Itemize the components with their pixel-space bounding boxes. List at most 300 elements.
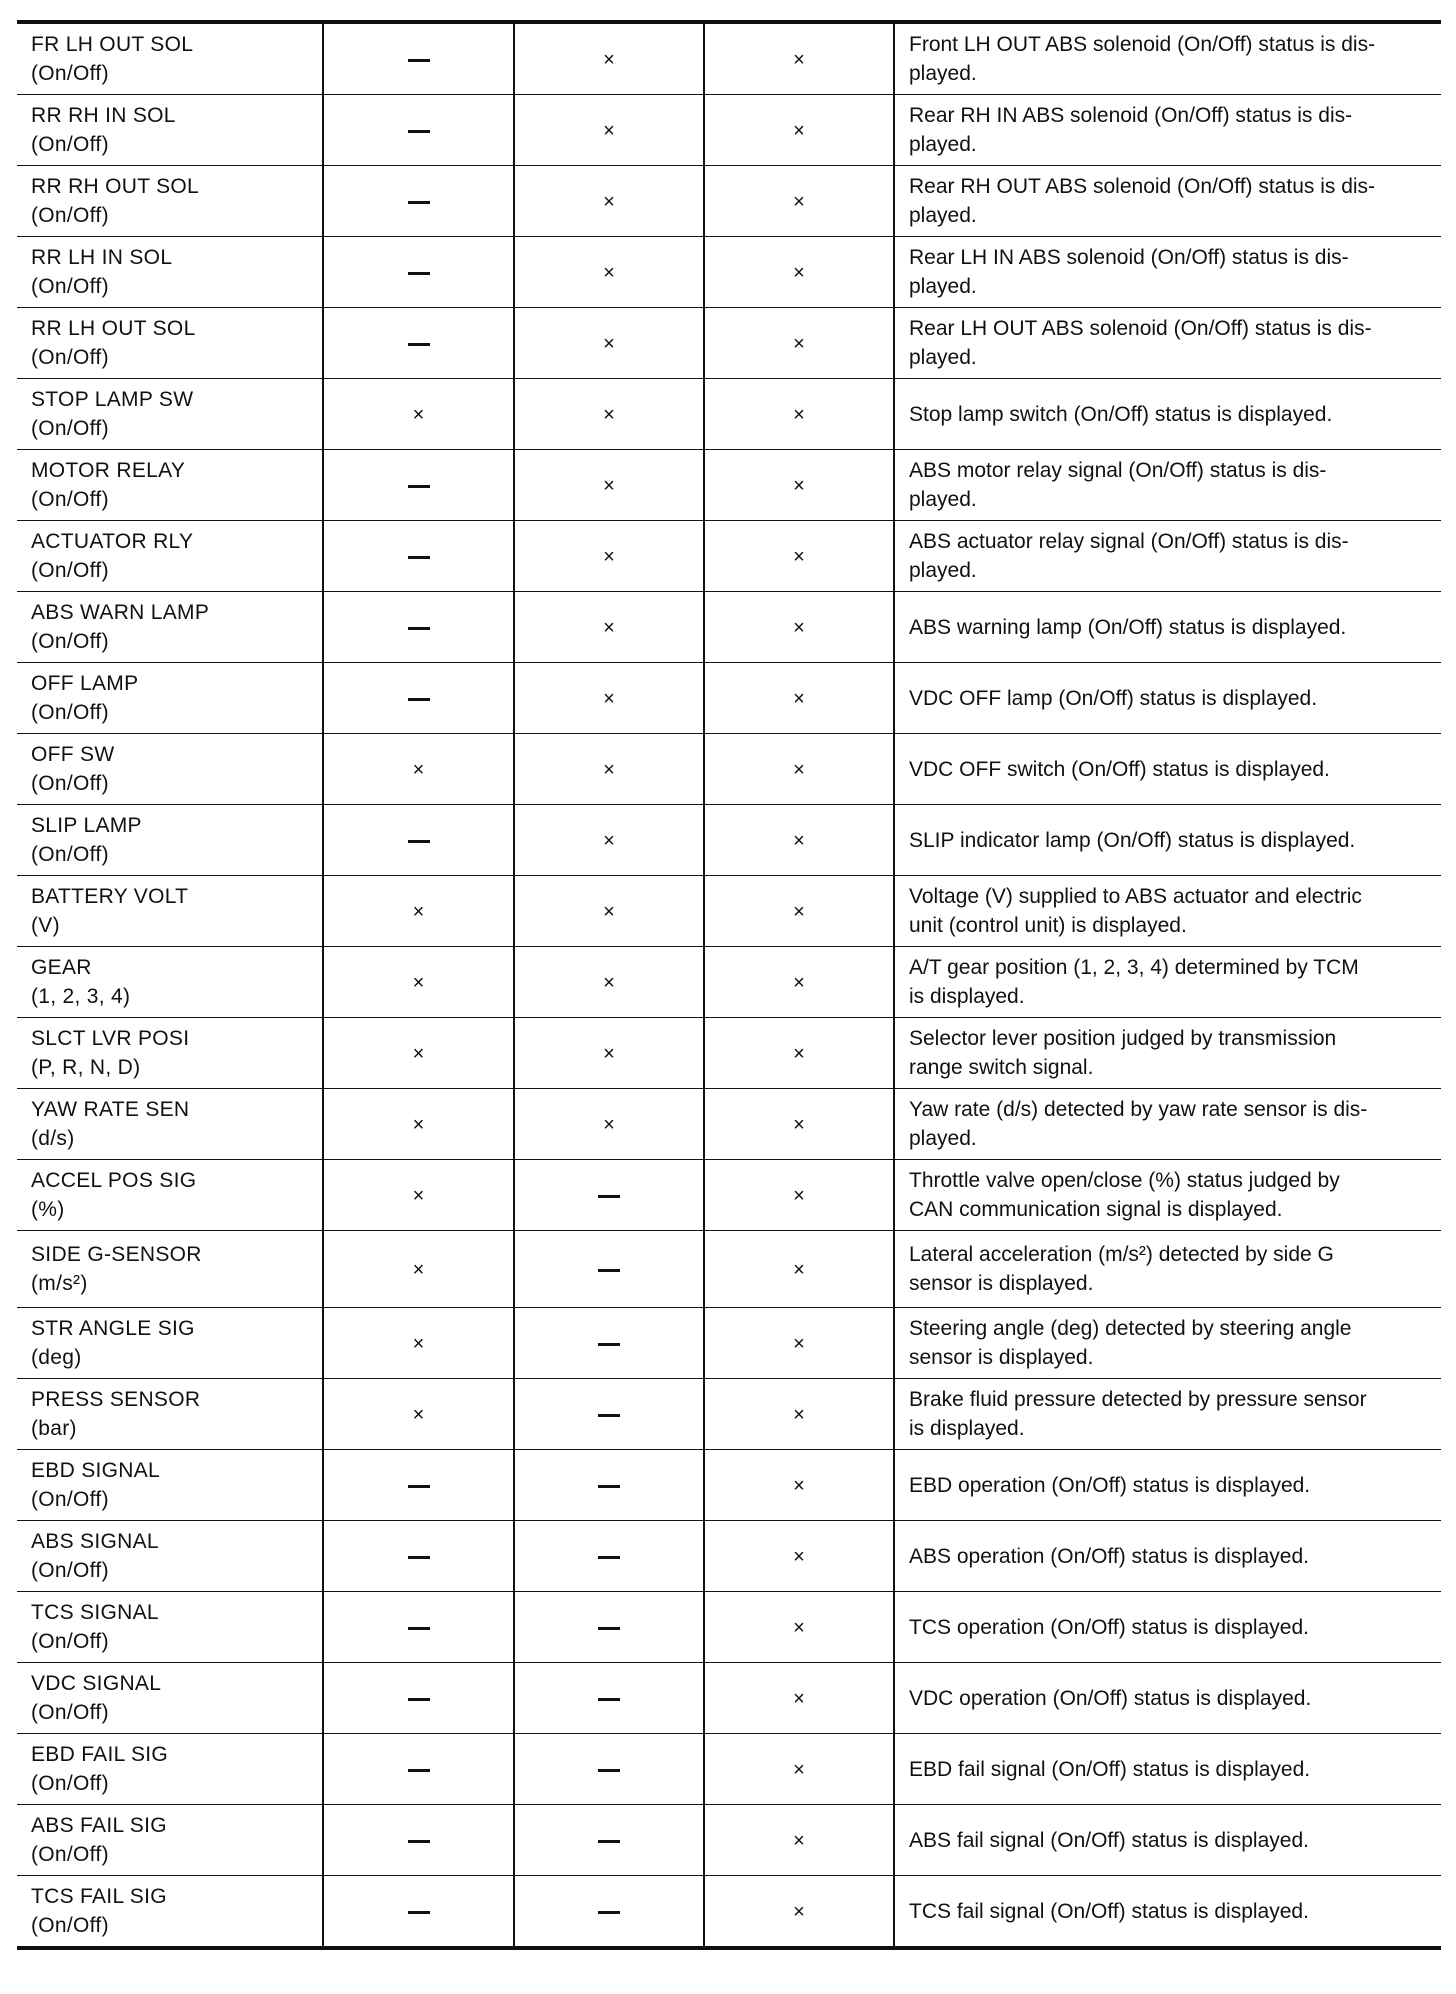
- applicable-mark: ×: [412, 1042, 425, 1065]
- monitor-item-name: VDC SIGNAL: [31, 1672, 162, 1695]
- description-cell: [894, 450, 1441, 521]
- description-line: EBD fail signal (On/Off) status is displayed.: [909, 1757, 1311, 1781]
- table-row: [17, 734, 1441, 805]
- mode-mark-cell-1: [323, 1160, 514, 1231]
- not-applicable-mark: [408, 840, 430, 843]
- monitor-item-unit: (bar): [31, 1417, 77, 1440]
- description-cell: [894, 592, 1441, 663]
- monitor-item-unit: (d/s): [31, 1127, 75, 1150]
- not-applicable-mark: [598, 1414, 620, 1417]
- mode-mark-cell-2: [514, 1663, 704, 1734]
- description-line: is displayed.: [909, 985, 1025, 1008]
- description-line: SLIP indicator lamp (On/Off) status is displayed.: [909, 828, 1356, 852]
- monitor-item-unit: (On/Off): [31, 772, 109, 795]
- not-applicable-mark: [408, 1769, 430, 1772]
- mode-mark-cell-1: [323, 1450, 514, 1521]
- mode-mark-cell-1: [323, 663, 514, 734]
- description-cell: [894, 1089, 1441, 1160]
- description-cell: [894, 237, 1441, 308]
- applicable-mark: ×: [793, 403, 805, 426]
- description-cell: [894, 521, 1441, 592]
- description-cell: [894, 1450, 1441, 1521]
- monitor-item-unit: (m/s²): [31, 1272, 88, 1295]
- description-cell: [894, 22, 1441, 95]
- description-cell: [894, 947, 1441, 1018]
- monitor-item-cell: [17, 663, 323, 734]
- applicable-mark: ×: [793, 1042, 805, 1065]
- applicable-mark: ×: [793, 190, 805, 213]
- monitor-item-cell: [17, 592, 323, 663]
- mode-mark-cell-2: [514, 379, 704, 450]
- not-applicable-mark: [408, 556, 430, 559]
- mode-mark-cell-1: [323, 1592, 514, 1663]
- mode-mark-cell-1: [323, 1521, 514, 1592]
- applicable-mark: ×: [603, 261, 615, 284]
- applicable-mark: ×: [412, 758, 425, 781]
- mode-mark-cell-1: [323, 166, 514, 237]
- monitor-item-cell: [17, 379, 323, 450]
- mode-mark-cell-2: [514, 1876, 704, 1949]
- not-applicable-mark: [598, 1698, 620, 1701]
- monitor-item-cell: [17, 1876, 323, 1949]
- table-row: [17, 1805, 1441, 1876]
- monitor-item-cell: [17, 166, 323, 237]
- mode-mark-cell-1: [323, 1379, 514, 1450]
- applicable-mark: ×: [603, 1042, 615, 1065]
- description-cell: [894, 1805, 1441, 1876]
- description-line: played.: [909, 1127, 977, 1150]
- mode-mark-cell-3: [704, 450, 894, 521]
- applicable-mark: ×: [793, 261, 805, 284]
- monitor-item-name: RR RH IN SOL: [31, 104, 176, 127]
- mode-mark-cell-2: [514, 1308, 704, 1379]
- monitor-item-unit: (On/Off): [31, 559, 109, 582]
- not-applicable-mark: [598, 1485, 620, 1488]
- table-row: [17, 450, 1441, 521]
- mode-mark-cell-2: [514, 1805, 704, 1876]
- monitor-item-unit: (On/Off): [31, 1701, 109, 1724]
- mode-mark-cell-3: [704, 1160, 894, 1231]
- mode-mark-cell-3: [704, 95, 894, 166]
- mode-mark-cell-2: [514, 1521, 704, 1592]
- table-row: [17, 1379, 1441, 1450]
- not-applicable-mark: [408, 1485, 430, 1488]
- mode-mark-cell-1: [323, 1805, 514, 1876]
- mode-mark-cell-1: [323, 1018, 514, 1089]
- applicable-mark: ×: [793, 119, 805, 142]
- mode-mark-cell-3: [704, 22, 894, 95]
- table-row: [17, 1521, 1441, 1592]
- monitor-item-unit: (On/Off): [31, 701, 109, 724]
- mode-mark-cell-3: [704, 308, 894, 379]
- monitor-item-name: SIDE G-SENSOR: [31, 1243, 202, 1266]
- mode-mark-cell-1: [323, 521, 514, 592]
- mode-mark-cell-3: [704, 1308, 894, 1379]
- monitor-item-cell: [17, 1018, 323, 1089]
- description-line: TCS operation (On/Off) status is displayed.: [909, 1615, 1309, 1639]
- not-applicable-mark: [408, 1698, 430, 1701]
- monitor-item-name: YAW RATE SEN: [31, 1098, 190, 1121]
- description-cell: [894, 1160, 1441, 1231]
- description-line: Yaw rate (d/s) detected by yaw rate sensor is dis-: [909, 1098, 1368, 1121]
- applicable-mark: ×: [793, 900, 805, 923]
- not-applicable-mark: [598, 1627, 620, 1630]
- mode-mark-cell-3: [704, 876, 894, 947]
- description-line: Throttle valve open/close (%) status judged by: [909, 1169, 1340, 1192]
- table-row: [17, 379, 1441, 450]
- applicable-mark: ×: [412, 1403, 425, 1426]
- applicable-mark: ×: [793, 332, 805, 355]
- monitor-item-cell: [17, 947, 323, 1018]
- description-line: A/T gear position (1, 2, 3, 4) determined by TCM: [909, 956, 1359, 979]
- mode-mark-cell-1: [323, 450, 514, 521]
- mode-mark-cell-2: [514, 1160, 704, 1231]
- description-cell: [894, 166, 1441, 237]
- description-cell: [894, 734, 1441, 805]
- description-line: played.: [909, 204, 977, 227]
- mode-mark-cell-2: [514, 1018, 704, 1089]
- data-monitor-table-container: [17, 20, 1441, 1950]
- monitor-item-unit: (deg): [31, 1346, 82, 1369]
- not-applicable-mark: [408, 627, 430, 630]
- mode-mark-cell-3: [704, 947, 894, 1018]
- applicable-mark: ×: [603, 616, 615, 639]
- monitor-item-name: ACTUATOR RLY: [31, 530, 194, 553]
- description-line: sensor is displayed.: [909, 1272, 1094, 1295]
- mode-mark-cell-2: [514, 1592, 704, 1663]
- monitor-item-unit: (On/Off): [31, 630, 109, 653]
- monitor-item-name: ABS FAIL SIG: [31, 1814, 167, 1837]
- monitor-item-name: ACCEL POS SIG: [31, 1169, 197, 1192]
- description-cell: [894, 379, 1441, 450]
- table-row: [17, 592, 1441, 663]
- mode-mark-cell-1: [323, 1089, 514, 1160]
- not-applicable-mark: [598, 1195, 620, 1198]
- description-line: Stop lamp switch (On/Off) status is displayed.: [909, 402, 1333, 426]
- monitor-item-cell: [17, 95, 323, 166]
- description-line: Rear RH OUT ABS solenoid (On/Off) status is dis-: [909, 175, 1376, 198]
- applicable-mark: ×: [603, 119, 615, 142]
- not-applicable-mark: [408, 201, 430, 204]
- monitor-item-cell: [17, 1521, 323, 1592]
- applicable-mark: ×: [603, 900, 615, 923]
- monitor-item-unit: (On/Off): [31, 62, 109, 85]
- description-line: played.: [909, 559, 977, 582]
- mode-mark-cell-3: [704, 805, 894, 876]
- table-row: [17, 1089, 1441, 1160]
- description-line: played.: [909, 488, 977, 511]
- mode-mark-cell-3: [704, 521, 894, 592]
- mode-mark-cell-1: [323, 237, 514, 308]
- mode-mark-cell-2: [514, 166, 704, 237]
- applicable-mark: ×: [603, 687, 615, 710]
- description-line: Selector lever position judged by transmission: [909, 1027, 1337, 1050]
- mode-mark-cell-2: [514, 876, 704, 947]
- not-applicable-mark: [598, 1769, 620, 1772]
- mode-mark-cell-3: [704, 166, 894, 237]
- monitor-item-cell: [17, 450, 323, 521]
- description-cell: [894, 1734, 1441, 1805]
- mode-mark-cell-3: [704, 1734, 894, 1805]
- mode-mark-cell-3: [704, 1450, 894, 1521]
- applicable-mark: ×: [793, 1616, 805, 1639]
- monitor-item-cell: [17, 1734, 323, 1805]
- description-line: Front LH OUT ABS solenoid (On/Off) status is dis-: [909, 33, 1376, 56]
- applicable-mark: ×: [412, 1332, 425, 1355]
- applicable-mark: ×: [793, 829, 805, 852]
- monitor-item-unit: (On/Off): [31, 488, 109, 511]
- table-row: [17, 947, 1441, 1018]
- description-line: Voltage (V) supplied to ABS actuator and electric: [909, 885, 1362, 908]
- mode-mark-cell-2: [514, 1089, 704, 1160]
- not-applicable-mark: [408, 130, 430, 133]
- applicable-mark: ×: [603, 403, 615, 426]
- monitor-item-name: TCS FAIL SIG: [31, 1885, 167, 1908]
- monitor-item-cell: [17, 1231, 323, 1308]
- table-row: [17, 95, 1441, 166]
- table-row: [17, 805, 1441, 876]
- applicable-mark: ×: [793, 687, 805, 710]
- table-row: [17, 1734, 1441, 1805]
- monitor-item-name: FR LH OUT SOL: [31, 33, 194, 56]
- monitor-item-name: RR LH IN SOL: [31, 246, 173, 269]
- applicable-mark: ×: [793, 1474, 805, 1497]
- not-applicable-mark: [598, 1840, 620, 1843]
- description-line: CAN communication signal is displayed.: [909, 1198, 1283, 1221]
- not-applicable-mark: [598, 1269, 620, 1272]
- applicable-mark: ×: [793, 1403, 805, 1426]
- applicable-mark: ×: [412, 900, 425, 923]
- monitor-item-name: BATTERY VOLT: [31, 885, 189, 908]
- description-cell: [894, 805, 1441, 876]
- monitor-item-cell: [17, 1663, 323, 1734]
- monitor-item-unit: (On/Off): [31, 346, 109, 369]
- table-row: [17, 237, 1441, 308]
- monitor-item-unit: (On/Off): [31, 133, 109, 156]
- mode-mark-cell-2: [514, 521, 704, 592]
- mode-mark-cell-2: [514, 95, 704, 166]
- description-cell: [894, 1379, 1441, 1450]
- description-line: sensor is displayed.: [909, 1346, 1094, 1369]
- description-cell: [894, 95, 1441, 166]
- mode-mark-cell-3: [704, 1805, 894, 1876]
- description-cell: [894, 1018, 1441, 1089]
- not-applicable-mark: [408, 1911, 430, 1914]
- mode-mark-cell-2: [514, 663, 704, 734]
- monitor-item-name: SLIP LAMP: [31, 814, 142, 837]
- monitor-item-cell: [17, 805, 323, 876]
- monitor-item-cell: [17, 1450, 323, 1521]
- table-body: [17, 22, 1441, 1948]
- monitor-item-cell: [17, 237, 323, 308]
- applicable-mark: ×: [412, 1184, 425, 1207]
- monitor-item-name: GEAR: [31, 956, 92, 979]
- mode-mark-cell-3: [704, 1592, 894, 1663]
- not-applicable-mark: [408, 272, 430, 275]
- monitor-item-name: SLCT LVR POSI: [31, 1027, 190, 1050]
- monitor-item-unit: (P, R, N, D): [31, 1056, 141, 1079]
- monitor-item-name: STR ANGLE SIG: [31, 1317, 195, 1340]
- mode-mark-cell-1: [323, 308, 514, 379]
- description-line: played.: [909, 133, 977, 156]
- monitor-item-cell: [17, 1089, 323, 1160]
- monitor-item-name: ABS WARN LAMP: [31, 601, 210, 624]
- monitor-item-unit: (On/Off): [31, 1559, 109, 1582]
- applicable-mark: ×: [793, 971, 805, 994]
- mode-mark-cell-2: [514, 805, 704, 876]
- table-row: [17, 1592, 1441, 1663]
- description-line: played.: [909, 275, 977, 298]
- description-line: Rear RH IN ABS solenoid (On/Off) status is dis-: [909, 104, 1353, 127]
- not-applicable-mark: [598, 1911, 620, 1914]
- monitor-item-name: PRESS SENSOR: [31, 1388, 201, 1411]
- description-line: is displayed.: [909, 1417, 1025, 1440]
- mode-mark-cell-1: [323, 1876, 514, 1949]
- description-line: Rear LH OUT ABS solenoid (On/Off) status is dis-: [909, 317, 1372, 340]
- description-line: unit (control unit) is displayed.: [909, 914, 1187, 937]
- not-applicable-mark: [408, 485, 430, 488]
- mode-mark-cell-2: [514, 1450, 704, 1521]
- description-cell: [894, 1308, 1441, 1379]
- description-line: range switch signal.: [909, 1056, 1094, 1079]
- description-cell: [894, 1231, 1441, 1308]
- monitor-item-cell: [17, 1379, 323, 1450]
- mode-mark-cell-3: [704, 1379, 894, 1450]
- monitor-item-unit: (On/Off): [31, 204, 109, 227]
- not-applicable-mark: [408, 1556, 430, 1559]
- table-row: [17, 521, 1441, 592]
- monitor-item-cell: [17, 22, 323, 95]
- description-cell: [894, 1521, 1441, 1592]
- monitor-item-name: OFF SW: [31, 743, 115, 766]
- mode-mark-cell-2: [514, 592, 704, 663]
- monitor-item-name: EBD SIGNAL: [31, 1459, 161, 1482]
- description-line: Steering angle (deg) detected by steering angle: [909, 1317, 1352, 1340]
- monitor-item-unit: (On/Off): [31, 1914, 109, 1937]
- mode-mark-cell-2: [514, 450, 704, 521]
- applicable-mark: ×: [603, 1113, 615, 1136]
- mode-mark-cell-1: [323, 1663, 514, 1734]
- applicable-mark: ×: [793, 48, 805, 71]
- description-line: ABS warning lamp (On/Off) status is displayed.: [909, 615, 1347, 639]
- mode-mark-cell-2: [514, 734, 704, 805]
- mode-mark-cell-2: [514, 947, 704, 1018]
- mode-mark-cell-1: [323, 947, 514, 1018]
- table-row: [17, 1308, 1441, 1379]
- description-line: Rear LH IN ABS solenoid (On/Off) status is dis-: [909, 246, 1349, 269]
- mode-mark-cell-2: [514, 1379, 704, 1450]
- applicable-mark: ×: [603, 971, 615, 994]
- description-line: EBD operation (On/Off) status is displayed.: [909, 1473, 1311, 1497]
- mode-mark-cell-2: [514, 308, 704, 379]
- applicable-mark: ×: [793, 758, 805, 781]
- mode-mark-cell-3: [704, 379, 894, 450]
- monitor-item-cell: [17, 876, 323, 947]
- monitor-item-cell: [17, 734, 323, 805]
- not-applicable-mark: [408, 343, 430, 346]
- not-applicable-mark: [598, 1343, 620, 1346]
- applicable-mark: ×: [793, 1113, 805, 1136]
- mode-mark-cell-3: [704, 1521, 894, 1592]
- monitor-item-unit: (On/Off): [31, 1772, 109, 1795]
- applicable-mark: ×: [793, 1258, 805, 1281]
- applicable-mark: ×: [793, 1758, 805, 1781]
- description-cell: [894, 876, 1441, 947]
- monitor-item-unit: (On/Off): [31, 843, 109, 866]
- description-cell: [894, 1592, 1441, 1663]
- not-applicable-mark: [408, 59, 430, 62]
- description-line: ABS motor relay signal (On/Off) status is dis-: [909, 459, 1327, 482]
- not-applicable-mark: [408, 698, 430, 701]
- applicable-mark: ×: [793, 1184, 805, 1207]
- mode-mark-cell-1: [323, 734, 514, 805]
- not-applicable-mark: [408, 1840, 430, 1843]
- data-monitor-table: [17, 20, 1441, 1950]
- mode-mark-cell-3: [704, 592, 894, 663]
- monitor-item-name: MOTOR RELAY: [31, 459, 186, 482]
- monitor-item-unit: (V): [31, 914, 60, 937]
- table-row: [17, 876, 1441, 947]
- table-row: [17, 1450, 1441, 1521]
- table-row: [17, 1018, 1441, 1089]
- applicable-mark: ×: [603, 758, 615, 781]
- monitor-item-cell: [17, 1805, 323, 1876]
- applicable-mark: ×: [793, 1687, 805, 1710]
- description-line: ABS actuator relay signal (On/Off) status is dis-: [909, 530, 1349, 553]
- applicable-mark: ×: [793, 1332, 805, 1355]
- mode-mark-cell-2: [514, 237, 704, 308]
- mode-mark-cell-3: [704, 1663, 894, 1734]
- applicable-mark: ×: [793, 1545, 805, 1568]
- mode-mark-cell-2: [514, 1734, 704, 1805]
- monitor-item-unit: (On/Off): [31, 1488, 109, 1511]
- mode-mark-cell-1: [323, 805, 514, 876]
- mode-mark-cell-3: [704, 237, 894, 308]
- applicable-mark: ×: [603, 48, 615, 71]
- description-cell: [894, 1663, 1441, 1734]
- monitor-item-name: RR RH OUT SOL: [31, 175, 200, 198]
- mode-mark-cell-3: [704, 1231, 894, 1308]
- applicable-mark: ×: [603, 332, 615, 355]
- monitor-item-cell: [17, 1160, 323, 1231]
- mode-mark-cell-1: [323, 379, 514, 450]
- monitor-item-name: STOP LAMP SW: [31, 388, 194, 411]
- mode-mark-cell-1: [323, 876, 514, 947]
- mode-mark-cell-1: [323, 1734, 514, 1805]
- table-row: [17, 1231, 1441, 1308]
- applicable-mark: ×: [793, 474, 805, 497]
- description-line: TCS fail signal (On/Off) status is displayed.: [909, 1899, 1309, 1923]
- monitor-item-cell: [17, 521, 323, 592]
- applicable-mark: ×: [412, 403, 425, 426]
- applicable-mark: ×: [603, 829, 615, 852]
- mode-mark-cell-3: [704, 1089, 894, 1160]
- table-row: [17, 1876, 1441, 1949]
- table-row: [17, 308, 1441, 379]
- mode-mark-cell-2: [514, 22, 704, 95]
- applicable-mark: ×: [603, 474, 615, 497]
- table-row: [17, 22, 1441, 95]
- monitor-item-name: TCS SIGNAL: [31, 1601, 159, 1624]
- applicable-mark: ×: [603, 545, 615, 568]
- monitor-item-unit: (On/Off): [31, 1630, 109, 1653]
- monitor-item-unit: (On/Off): [31, 417, 109, 440]
- monitor-item-unit: (%): [31, 1198, 65, 1221]
- applicable-mark: ×: [412, 1113, 425, 1136]
- applicable-mark: ×: [793, 616, 805, 639]
- applicable-mark: ×: [603, 190, 615, 213]
- monitor-item-name: OFF LAMP: [31, 672, 139, 695]
